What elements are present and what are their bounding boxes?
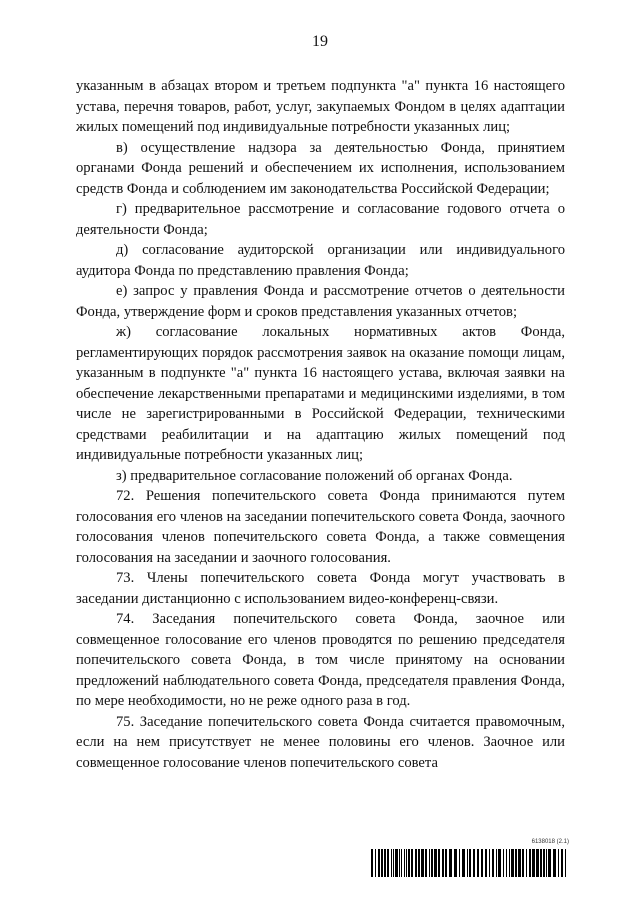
barcode-code: 6138018 (2.1) bbox=[531, 839, 569, 845]
barcode-icon bbox=[371, 849, 569, 877]
paragraph: г) предварительное рассмотрение и согласование годового отчета о деятельности Фонда; bbox=[76, 201, 565, 238]
paragraph: указанным в абзацах втором и третьем подпункта "а" пункта 16 настоящего устава, перечня товаров, работ, услуг, закупаемых Фондом в целях адаптации жилых помещений под индивидуальные потребности указанных лиц; bbox=[76, 78, 565, 135]
paragraph: д) согласование аудиторской организации или индивидуального аудитора Фонда по представлению правления Фонда; bbox=[76, 242, 565, 279]
barcode bbox=[371, 839, 569, 879]
paragraph: в) осуществление надзора за деятельностью Фонда, принятием органами Фонда решений и обеспечением их исполнения, использованием средств Фонда и соблюдением им законодательства Российской Федерации; bbox=[76, 139, 565, 197]
paragraph: е) запрос у правления Фонда и рассмотрение отчетов о деятельности Фонда, утверждение форм и сроков представления указанных отчетов; bbox=[76, 283, 565, 320]
paragraph: 72. Решения попечительского совета Фонда принимаются путем голосования его членов на заседании попечительского совета Фонда, заочного голосования членов попечительского совета Фонда, а также совмещения голосования на заседании и заочного голосования. bbox=[76, 488, 565, 566]
paragraph: 73. Члены попечительского совета Фонда могут участвовать в заседании дистанционно с использованием видео-конференц-связи. bbox=[76, 570, 565, 607]
page-number: 19 bbox=[312, 33, 328, 50]
paragraph: 75. Заседание попечительского совета Фонда считается правомочным, если на нем присутствует не менее половины его членов. Заочное или совмещенное голосование членов попечительского совета bbox=[76, 713, 565, 771]
paragraph: ж) согласование локальных нормативных актов Фонда, регламентирующих порядок рассмотрения заявок на оказание помощи лицам, указанным в подпункте "а" пункта 16 настоящего устава, включая заявки на обеспечение лекарственными препаратами и медицинскими изделиями, в том числе не зарегистрированными в Российской Федерации, техническими средствами реабилитации и на адаптацию жилых помещений под индивидуальные потребности указанных лиц; bbox=[76, 324, 565, 463]
paragraph: з) предварительное согласование положений об органах Фонда. bbox=[116, 467, 513, 484]
paragraph: 74. Заседания попечительского совета Фонда, заочное или совмещенное голосование его членов проводятся по решению председателя попечительского совета Фонда, в том числе принятому на основании предложений наблюдательного совета Фонда, председателя правления Фонда, по мере необходимости, но не реже одного раза в год. bbox=[76, 611, 565, 709]
document-body bbox=[76, 76, 565, 773]
